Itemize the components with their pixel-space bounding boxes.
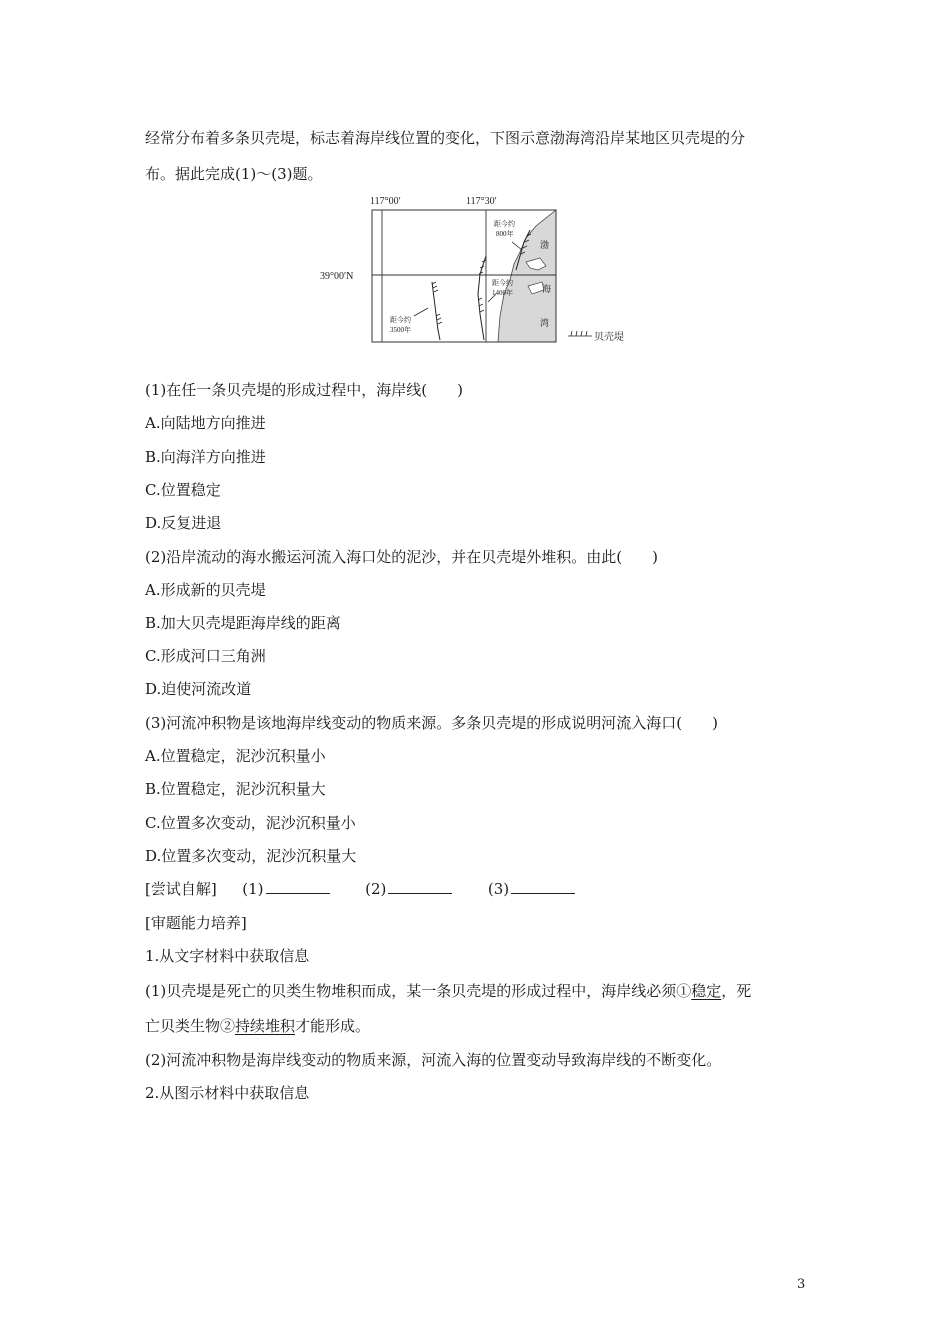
p1-underline-accumulate: 持续堆积	[235, 1017, 296, 1035]
q3-option-c: C.位置多次变动，泥沙沉积量小	[145, 814, 356, 832]
p1-text-d: 才能形成。	[295, 1017, 371, 1035]
legend-label: 贝壳堤	[594, 332, 624, 343]
legend-shell-ridge-symbol	[568, 331, 592, 336]
sea-char-3: 湾	[540, 318, 550, 328]
training-paragraph-1a	[145, 981, 751, 1001]
attempt-label: [尝试自解]	[145, 880, 217, 898]
shell-ridge-map	[300, 190, 650, 350]
q2-option-a: A.形成新的贝壳堤	[145, 581, 266, 599]
q1-option-a: A.向陆地方向推进	[145, 414, 266, 432]
label-3500-line1: 距今约	[390, 316, 411, 324]
p1-text-a: (1)贝壳堤是死亡的贝类生物堆积而成，某一条贝壳堤的形成过程中，海岸线必须①	[145, 982, 692, 1000]
q1-option-c: C.位置稳定	[145, 481, 221, 499]
attempt-row	[145, 879, 575, 899]
training-heading: [审题能力培养]	[145, 914, 247, 932]
attempt-blank-2-label: (2)	[365, 880, 387, 898]
label-800-line1: 距今约	[494, 220, 515, 228]
attempt-blank-3-label: (3)	[487, 880, 510, 898]
sea-char-1: 渤	[540, 240, 550, 250]
sea-char-2: 海	[542, 284, 552, 294]
attempt-blank-2[interactable]	[388, 879, 452, 894]
q1-stem: (1)在任一条贝壳堤的形成过程中，海岸线( )	[145, 381, 463, 399]
training-section-2: 2.从图示材料中获取信息	[145, 1084, 310, 1102]
attempt-blank-3[interactable]	[511, 879, 575, 894]
training-section-1: 1.从文字材料中获取信息	[145, 947, 310, 965]
page-number: 3	[797, 1277, 806, 1292]
p1-text-b: ，死	[721, 982, 752, 1000]
q3-option-a: A.位置稳定，泥沙沉积量小	[145, 747, 326, 765]
label-1400-line1: 距今约	[492, 279, 513, 287]
q3-stem: (3)河流冲积物是该地海岸线变动的物质来源。多条贝壳堤的形成说明河流入海口( )	[145, 714, 718, 732]
q1-option-d: D.反复进退	[145, 514, 222, 532]
lat-label: 39°00′N	[320, 271, 354, 282]
q2-option-d: D.迫使河流改道	[145, 680, 252, 698]
training-paragraph-2: (2)河流冲积物是海岸线变动的物质来源，河流入海的位置变动导致海岸线的不断变化。	[145, 1051, 722, 1069]
label-800-line2: 800年	[496, 230, 514, 238]
attempt-blank-1[interactable]	[266, 879, 330, 894]
intro-line-2: 布。据此完成(1)～(3)题。	[145, 165, 323, 183]
training-paragraph-1b	[145, 1016, 370, 1036]
q1-option-b: B.向海洋方向推进	[145, 448, 266, 466]
attempt-blank-1-label: (1)	[242, 880, 264, 898]
label-3500-line2: 3500年	[390, 326, 411, 334]
p1-underline-stable: 稳定	[691, 982, 722, 1000]
p1-text-c: 亡贝类生物②	[145, 1017, 236, 1035]
lon-label-left: 117°00′	[370, 196, 401, 207]
q3-option-d: D.位置多次变动，泥沙沉积量大	[145, 847, 357, 865]
intro-line-1: 经常分布着多条贝壳堤，标志着海岸线位置的变化，下图示意渤海湾沿岸某地区贝壳堤的分	[145, 129, 746, 147]
arrow-800	[512, 242, 522, 250]
q2-option-c: C.形成河口三角洲	[145, 647, 266, 665]
q2-option-b: B.加大贝壳堤距海岸线的距离	[145, 614, 341, 632]
lon-label-right: 117°30′	[466, 196, 497, 207]
label-1400-line2: 1400年	[492, 289, 513, 297]
q3-option-b: B.位置稳定，泥沙沉积量大	[145, 780, 326, 798]
arrow-3500	[414, 308, 428, 316]
q2-stem: (2)沿岸流动的海水搬运河流入海口处的泥沙，并在贝壳堤外堆积。由此( )	[145, 548, 658, 566]
